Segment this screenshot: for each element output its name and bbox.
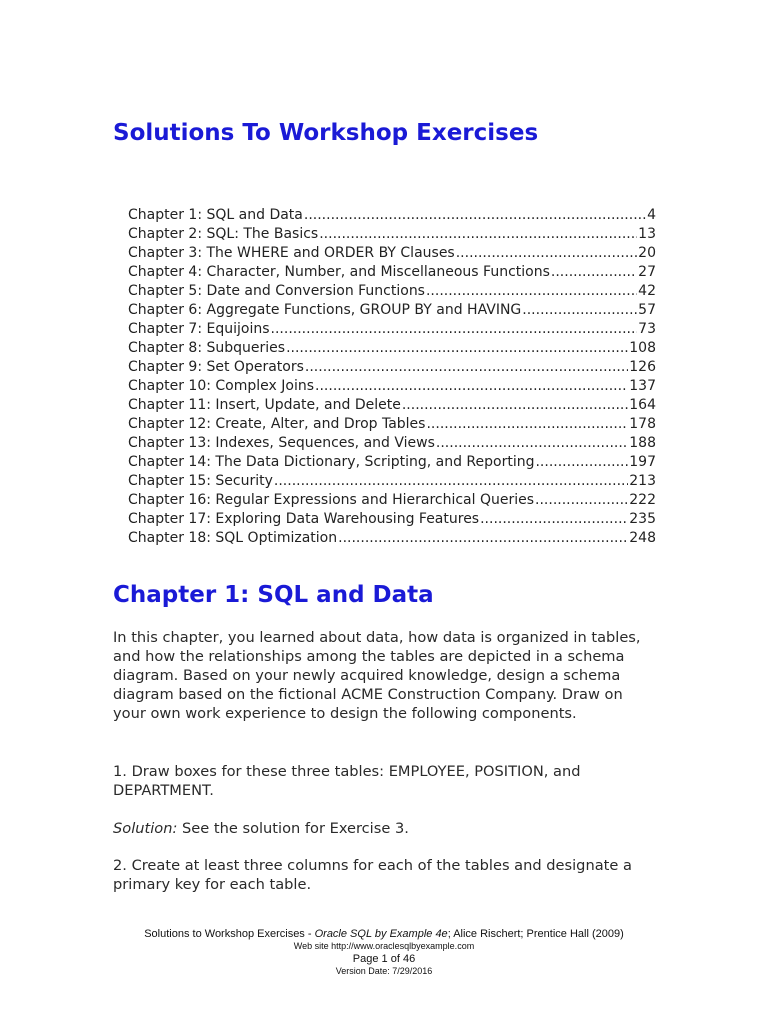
table-of-contents (128, 207, 656, 549)
solution-text: See the solution for Exercise 3. (177, 820, 409, 837)
chapter-heading: Chapter 1: SQL and Data (113, 582, 434, 608)
toc-entry[interactable] (128, 492, 656, 511)
footer-website: Web site http://www.oraclesqlbyexample.com (293, 941, 475, 951)
toc-entry[interactable] (128, 359, 656, 378)
toc-entry-page: 235 (629, 511, 656, 527)
toc-entry-page: 42 (638, 283, 656, 299)
exercise-1-paragraph: 1. Draw boxes for these three tables: EMPLOYEE, POSITION, and DEPARTMENT. (113, 763, 581, 799)
toc-entry-title: Chapter 3: The WHERE and ORDER BY Clauses (128, 245, 455, 261)
footer-book-title: Oracle SQL by Example 4e (314, 928, 448, 940)
toc-dot-leader (319, 226, 637, 242)
footer-citation (0, 927, 768, 941)
toc-entry-title: Chapter 18: SQL Optimization (128, 530, 338, 546)
toc-entry-page: 248 (629, 530, 656, 546)
toc-dot-leader (426, 416, 628, 432)
toc-dot-leader (535, 492, 628, 508)
toc-dot-leader (271, 321, 638, 337)
toc-entry-title: Chapter 12: Create, Alter, and Drop Tables (128, 416, 426, 432)
toc-entry-page: 213 (629, 473, 656, 489)
toc-entry-title: Chapter 1: SQL and Data (128, 207, 303, 223)
toc-entry-page: 178 (629, 416, 656, 432)
toc-entry-title: Chapter 4: Character, Number, and Miscellaneous Functions (128, 264, 550, 280)
footer-version-date: Version Date: 7/29/2016 (335, 966, 433, 976)
toc-entry-page: 73 (638, 321, 656, 337)
toc-entry[interactable] (128, 264, 656, 283)
toc-entry-page: 57 (638, 302, 656, 318)
toc-entry-title: Chapter 2: SQL: The Basics (128, 226, 319, 242)
toc-entry-title: Chapter 11: Insert, Update, and Delete (128, 397, 401, 413)
toc-dot-leader (286, 340, 628, 356)
toc-entry-title: Chapter 17: Exploring Data Warehousing Features (128, 511, 480, 527)
toc-dot-leader (402, 397, 628, 413)
toc-dot-leader (522, 302, 637, 318)
toc-entry[interactable] (128, 226, 656, 245)
toc-dot-leader (338, 530, 628, 546)
toc-entry-title: Chapter 14: The Data Dictionary, Scripting, and Reporting (128, 454, 535, 470)
toc-dot-leader (305, 359, 628, 375)
toc-entry[interactable] (128, 283, 656, 302)
toc-entry[interactable] (128, 530, 656, 549)
toc-entry[interactable] (128, 378, 656, 397)
toc-entry[interactable] (128, 473, 656, 492)
toc-dot-leader (436, 435, 628, 451)
toc-entry-title: Chapter 16: Regular Expressions and Hierarchical Queries (128, 492, 535, 508)
toc-entry[interactable] (128, 511, 656, 530)
toc-entry[interactable] (128, 435, 656, 454)
toc-entry-page: 126 (629, 359, 656, 375)
toc-entry-title: Chapter 10: Complex Joins (128, 378, 315, 394)
toc-entry-page: 27 (638, 264, 656, 280)
toc-entry-page: 188 (629, 435, 656, 451)
toc-entry-page: 13 (638, 226, 656, 242)
toc-entry-title: Chapter 5: Date and Conversion Functions (128, 283, 425, 299)
toc-dot-leader (426, 283, 637, 299)
toc-entry-title: Chapter 7: Equijoins (128, 321, 270, 337)
toc-dot-leader (456, 245, 637, 261)
toc-entry[interactable] (128, 302, 656, 321)
footer-page-number: Page 1 of 46 (352, 953, 416, 965)
exercise-2-paragraph: 2. Create at least three columns for each of the tables and designate a primary key for each table. (113, 857, 632, 893)
toc-entry[interactable] (128, 454, 656, 473)
toc-entry-title: Chapter 13: Indexes, Sequences, and Views (128, 435, 435, 451)
toc-entry-title: Chapter 6: Aggregate Functions, GROUP BY and HAVING (128, 302, 522, 318)
toc-dot-leader (551, 264, 637, 280)
document-title: Solutions To Workshop Exercises (113, 120, 539, 146)
page-footer (0, 927, 768, 977)
toc-entry-page: 164 (629, 397, 656, 413)
toc-entry-title: Chapter 8: Subqueries (128, 340, 286, 356)
toc-entry[interactable] (128, 397, 656, 416)
toc-entry[interactable] (128, 340, 656, 359)
toc-dot-leader (315, 378, 628, 394)
toc-entry[interactable] (128, 245, 656, 264)
toc-entry-title: Chapter 9: Set Operators (128, 359, 304, 375)
toc-dot-leader (480, 511, 628, 527)
toc-entry[interactable] (128, 321, 656, 340)
toc-entry[interactable] (128, 207, 656, 226)
footer-citation-prefix: Solutions to Workshop Exercises - (144, 928, 315, 940)
toc-entry-page: 20 (638, 245, 656, 261)
toc-entry-page: 108 (629, 340, 656, 356)
solution-label: Solution: (113, 820, 178, 837)
intro-paragraph: In this chapter, you learned about data, how data is organized in tables, and how the relationships among the tables are depicted in a schema diagram. Based on your newly acquired knowledge, design a schema diagram based on the fictional ACME Construction Company. Draw on your own work experience to design the following components. (113, 629, 641, 722)
toc-entry[interactable] (128, 416, 656, 435)
toc-entry-page: 137 (629, 378, 656, 394)
toc-entry-page: 222 (629, 492, 656, 508)
toc-entry-page: 197 (629, 454, 656, 470)
toc-dot-leader (535, 454, 628, 470)
toc-dot-leader (304, 207, 646, 223)
footer-citation-suffix: ; Alice Rischert; Prentice Hall (2009) (447, 928, 624, 940)
toc-dot-leader (274, 473, 628, 489)
toc-entry-page: 4 (647, 207, 656, 223)
solution-paragraph (113, 819, 643, 838)
toc-entry-title: Chapter 15: Security (128, 473, 273, 489)
